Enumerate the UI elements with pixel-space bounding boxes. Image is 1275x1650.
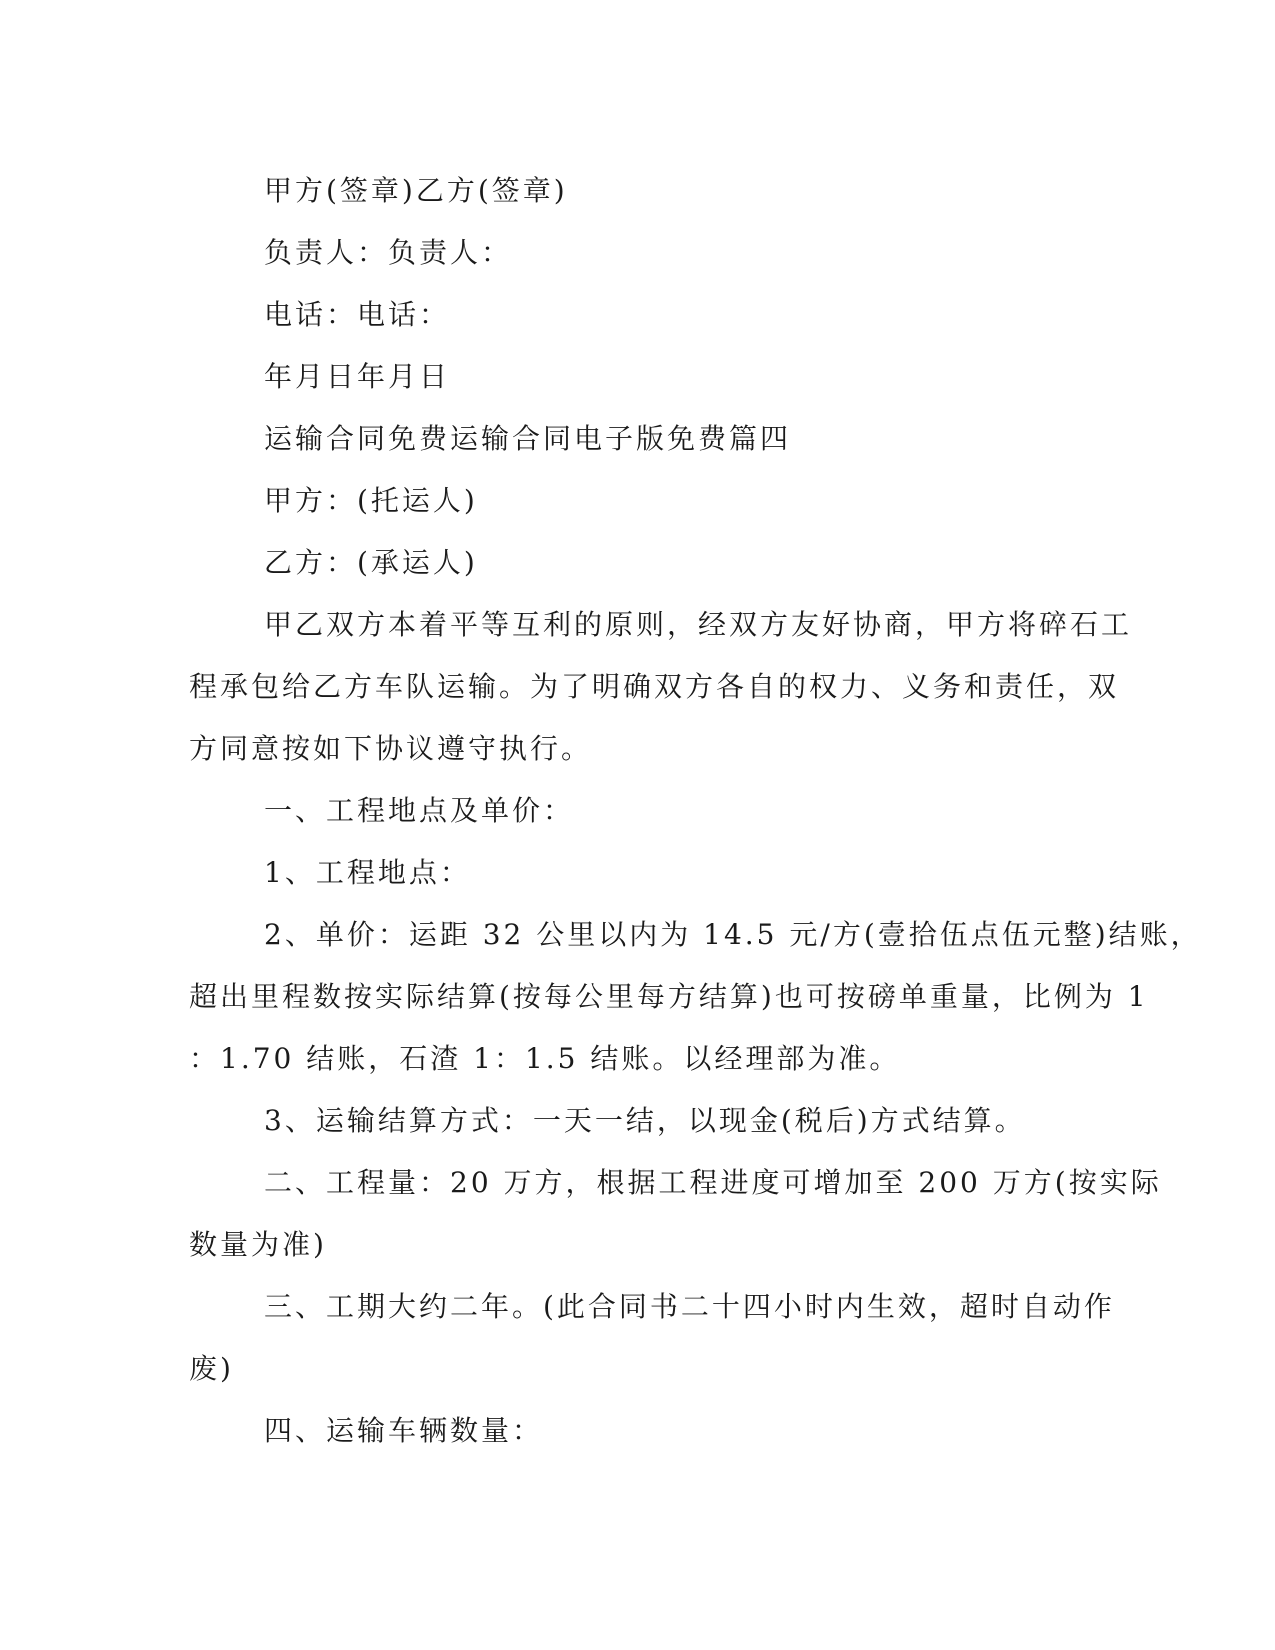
contract-text (189, 160, 1202, 1462)
date-line: 年月日年月日 (264, 360, 451, 393)
signature-line: 甲方(签章)乙方(签章) (264, 174, 568, 207)
clause-heading: 三、工期大约二年。(此合同书二十四小时内生效，超时自动作 (264, 1290, 1115, 1323)
paragraph-line: 废) (189, 1352, 234, 1385)
clause-item: 2、单价：运距 32 公里以内为 14.5 元/方(壹拾伍点伍元整)结账， (264, 918, 1202, 951)
phone-line: 电话：电话： (264, 298, 451, 331)
clause-item: 3、运输结算方式：一天一结，以现金(税后)方式结算。 (264, 1104, 1026, 1137)
clause-heading: 二、工程量：20 万方，根据工程进度可增加至 200 万方(按实际 (264, 1166, 1162, 1199)
clause-heading: 一、工程地点及单价： (264, 794, 575, 827)
paragraph-line: 方同意按如下协议遵守执行。 (189, 732, 593, 765)
responsible-person-line: 负责人：负责人： (264, 236, 513, 269)
party-a-line: 甲方：(托运人) (264, 484, 478, 517)
paragraph-line: 程承包给乙方车队运输。为了明确双方各自的权力、义务和责任，双 (189, 670, 1120, 703)
clause-item: 1、工程地点： (264, 856, 471, 889)
party-b-line: 乙方：(承运人) (264, 546, 478, 579)
paragraph-line: 超出里程数按实际结算(按每公里每方结算)也可按磅单重量，比例为 1 (189, 980, 1149, 1013)
paragraph-line: ：1.70 结账，石渣 1：1.5 结账。以经理部为准。 (189, 1042, 901, 1075)
clause-heading: 四、运输车辆数量： (264, 1414, 544, 1447)
paragraph-line: 甲乙双方本着平等互利的原则，经双方友好协商，甲方将碎石工 (264, 608, 1133, 641)
section-title: 运输合同免费运输合同电子版免费篇四 (264, 422, 792, 455)
paragraph-line: 数量为准) (189, 1228, 327, 1261)
